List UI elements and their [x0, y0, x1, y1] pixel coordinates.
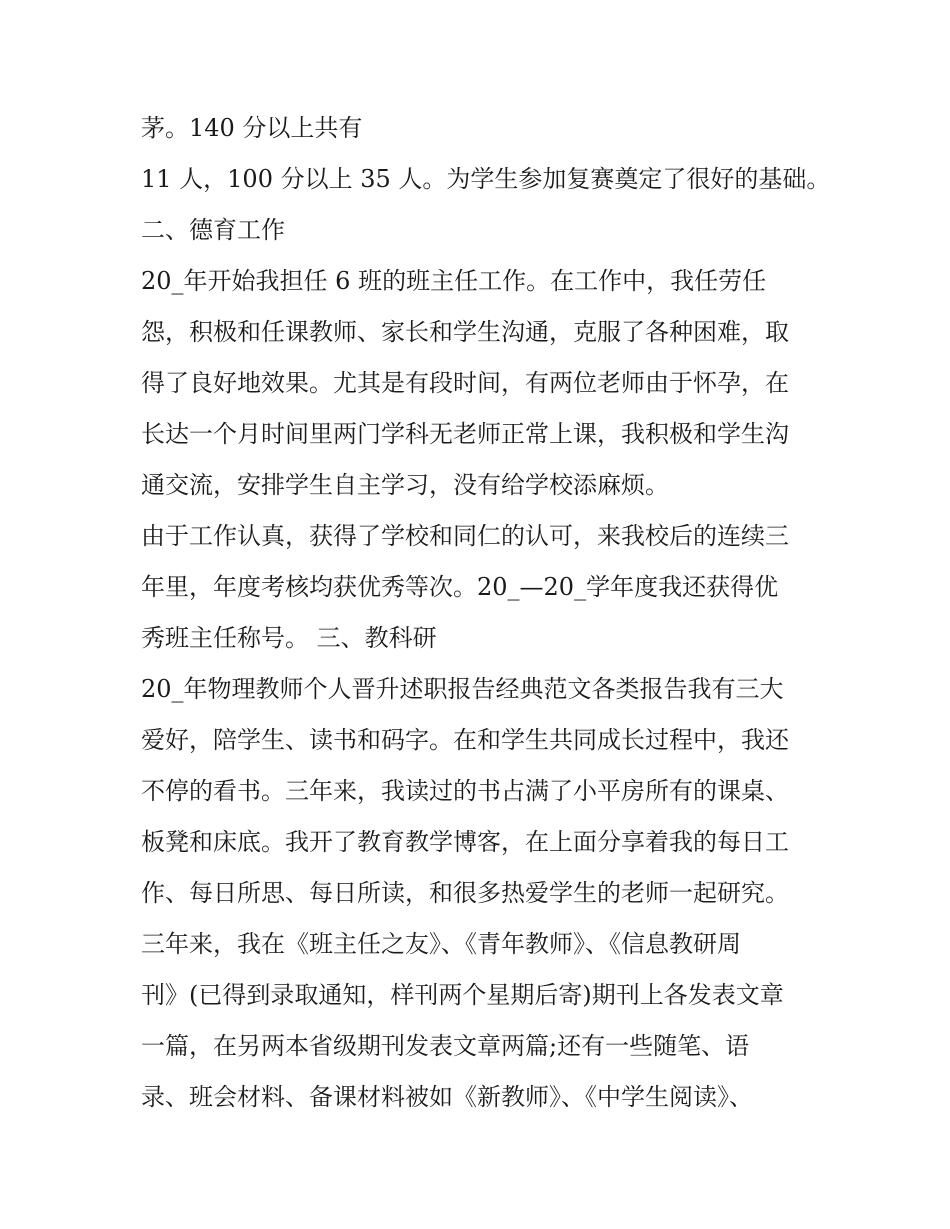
text-line: 20_年物理教师个人晋升述职报告经典范文各类报告我有三大	[141, 675, 784, 703]
text-line: 年里，年度考核均获优秀等次。20_—20_学年度我还获得优	[141, 573, 779, 601]
text-line: 作、每日所思、每日所读，和很多热爱学生的老师一起研究。	[141, 879, 789, 907]
text-line: 11 人，100 分以上 35 人。为学生参加复赛奠定了很好的基础。	[141, 165, 831, 193]
text-line: 录、班会材料、备课材料被如《新教师》、《中学生阅读》、	[141, 1083, 753, 1111]
text-line: 20_年开始我担任 6 班的班主任工作。在工作中，我任劳任	[141, 267, 767, 295]
text-line: 由于工作认真，获得了学校和同仁的认可，来我校后的连续三	[141, 522, 789, 550]
text-line: 一篇，在另两本省级期刊发表文章两篇;还有一些随笔、语	[141, 1032, 750, 1060]
text-line: 茅。140 分以上共有	[141, 114, 363, 142]
text-line: 秀班主任称号。 三、教科研	[141, 624, 437, 652]
text-line: 刊》(已得到录取通知，样刊两个星期后寄)期刊上各发表文章	[141, 981, 784, 1009]
text-line: 三年来，我在《班主任之友》、《青年教师》、《信息教研周	[141, 930, 741, 958]
section-heading: 二、德育工作	[141, 216, 285, 244]
text-line: 得了良好地效果。尤其是有段时间，有两位老师由于怀孕，在	[141, 369, 789, 397]
text-line: 爱好，陪学生、读书和码字。在和学生共同成长过程中，我还	[141, 726, 789, 754]
text-line: 怨，积极和任课教师、家长和学生沟通，克服了各种困难，取	[141, 318, 789, 346]
text-line: 长达一个月时间里两门学科无老师正常上课，我积极和学生沟	[141, 420, 789, 448]
text-line: 板凳和床底。我开了教育教学博客，在上面分享着我的每日工	[141, 828, 789, 856]
text-line: 通交流，安排学生自主学习，没有给学校添麻烦。	[141, 471, 669, 499]
text-line: 不停的看书。三年来，我读过的书占满了小平房所有的课桌、	[141, 777, 789, 805]
